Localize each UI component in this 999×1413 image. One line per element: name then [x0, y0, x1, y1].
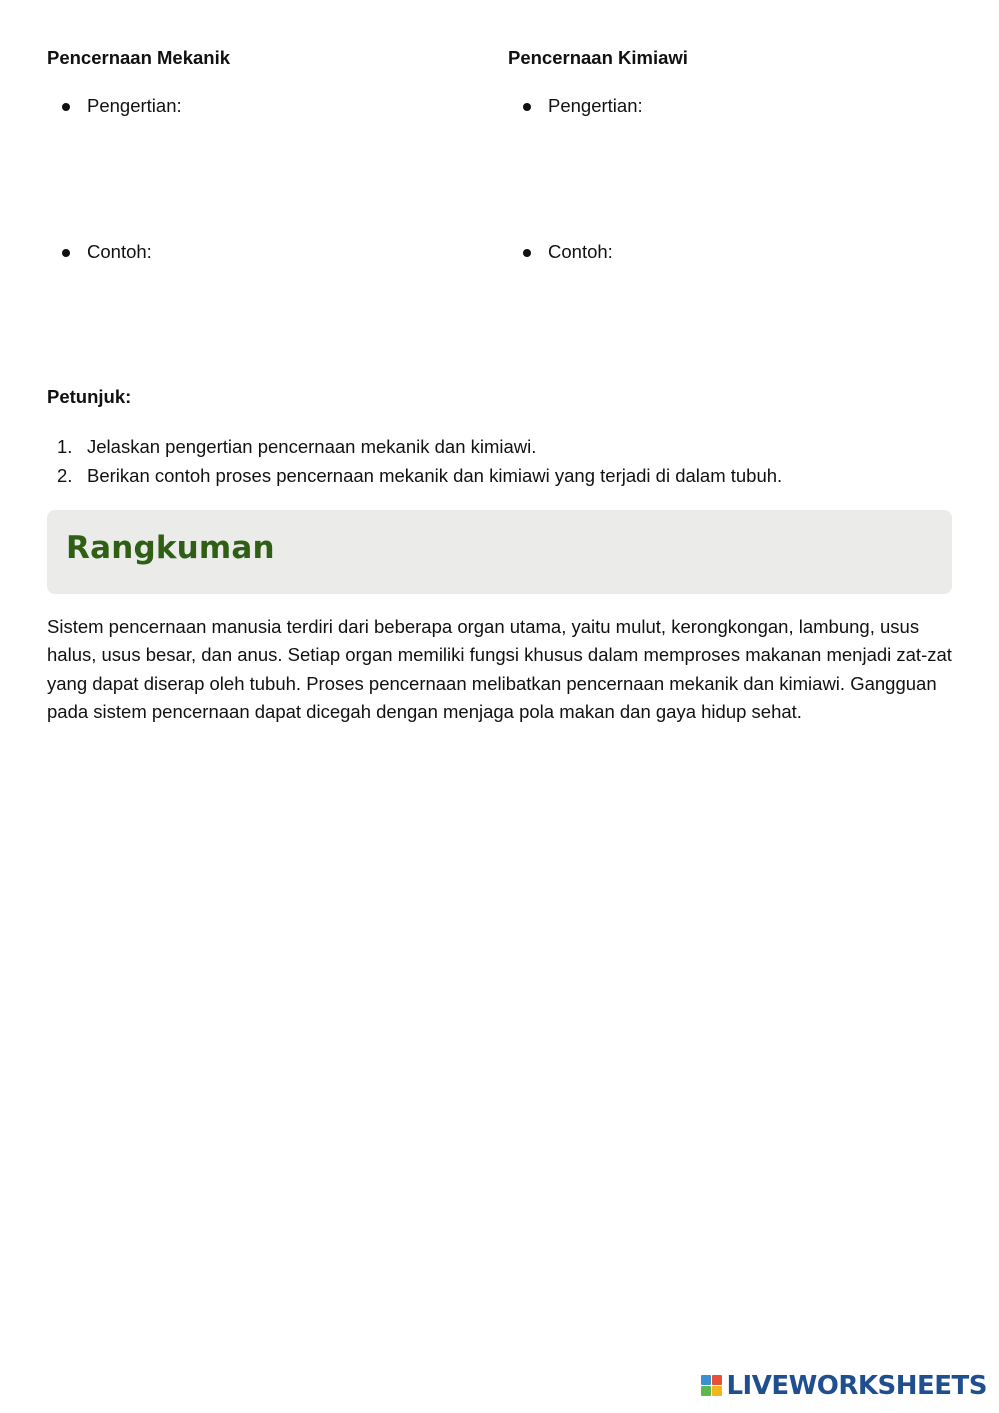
- liveworksheets-logo: [701, 1371, 987, 1401]
- summary-title: Rangkuman: [66, 530, 275, 566]
- chemical-example-item: [508, 240, 613, 264]
- instructions-heading: Petunjuk:: [47, 386, 132, 407]
- mechanical-example-label: Contoh:: [87, 241, 152, 262]
- chemical-digestion-heading: Pencernaan Kimiawi: [508, 47, 688, 68]
- mechanical-definition-label: Pengertian:: [87, 95, 182, 116]
- mechanical-digestion-column: [47, 46, 487, 262]
- step-number: 1.: [57, 436, 73, 457]
- logo-text: LIVEWORKSHEETS: [726, 1371, 987, 1401]
- instruction-step: [47, 462, 952, 491]
- chemical-digestion-column: [508, 46, 948, 262]
- logo-mark-icon: [701, 1375, 723, 1397]
- bullet-icon: [523, 249, 531, 257]
- summary-banner: [47, 510, 952, 594]
- instruction-step: [47, 433, 952, 462]
- instructions-section: [47, 385, 952, 490]
- summary-paragraph: Sistem pencernaan manusia terdiri dari beberapa organ utama, yaitu mulut, kerongkongan, lambung, usus halus, usus besar, dan anus. Setiap organ memiliki fungsi khusus dalam memproses makanan menjadi zat-zat yang dapat diserap oleh tubuh. Proses pencernaan melibatkan pencernaan mekanik dan kimiawi. Gangguan pada sistem pencernaan dapat dicegah dengan menjaga pola makan dan gaya hidup sehat.: [47, 616, 952, 722]
- bullet-icon: [523, 103, 531, 111]
- mechanical-digestion-heading: Pencernaan Mekanik: [47, 47, 231, 68]
- instructions-list: [47, 433, 952, 490]
- step-text: Berikan contoh proses pencernaan mekanik dan kimiawi yang terjadi di dalam tubuh.: [87, 464, 783, 486]
- step-number: 2.: [57, 464, 73, 486]
- mechanical-example-item: [47, 240, 152, 264]
- bullet-icon: [62, 103, 70, 111]
- step-text: Jelaskan pengertian pencernaan mekanik dan kimiawi.: [87, 436, 537, 457]
- chemical-definition-label: Pengertian:: [548, 95, 643, 116]
- chemical-definition-item: [508, 94, 643, 118]
- mechanical-definition-item: [47, 94, 182, 118]
- bullet-icon: [62, 249, 70, 257]
- chemical-example-label: Contoh:: [548, 241, 613, 262]
